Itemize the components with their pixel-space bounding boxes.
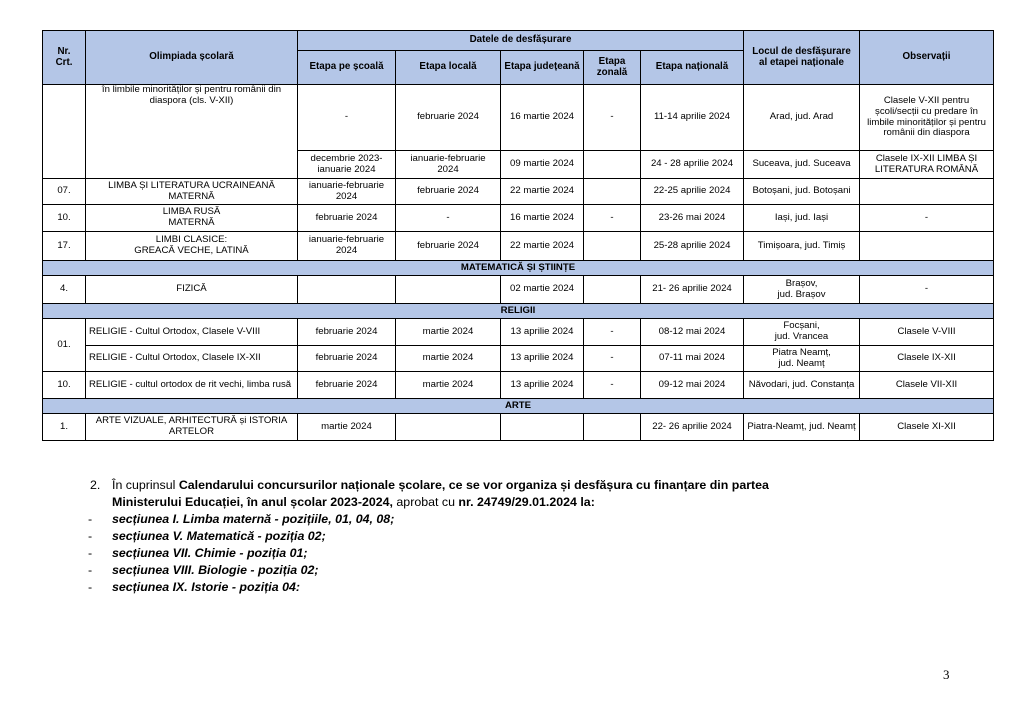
section-row-matematica [43, 261, 994, 276]
amendment-number: 2. [90, 478, 101, 492]
cell-judeteana: 22 martie 2024 [501, 232, 584, 261]
bullet-dash: - [88, 580, 93, 594]
cell-scoala: ianuarie-februarie 2024 [298, 179, 396, 205]
table-row [43, 346, 994, 372]
list-item [88, 528, 948, 545]
cell-olimpiada: ARTE VIZUALE, ARHITECTURĂ și ISTORIA ARTELOR [86, 414, 298, 441]
cell-olimpiada: FIZICĂ [86, 276, 298, 304]
cell-observatii: - [860, 205, 994, 232]
cell-zonala: - [584, 319, 641, 346]
list-item [88, 579, 948, 596]
cell-locul: Focșani, jud. Vrancea [744, 319, 860, 346]
list-item [88, 545, 948, 562]
cell-observatii: Clasele V-XII pentru școli/secții cu predare în limbile minorităților și pentru românii din diaspora [860, 85, 994, 151]
cell-zonala [584, 151, 641, 179]
cell-judeteana [501, 414, 584, 441]
cell-locul: Piatra-Neamț, jud. Neamț [744, 414, 860, 441]
cell-scoala [298, 276, 396, 304]
cell-scoala: februarie 2024 [298, 319, 396, 346]
cell-zonala: - [584, 205, 641, 232]
header-etapa-zonala: Etapa zonală [584, 51, 641, 85]
cell-locala: - [396, 205, 501, 232]
cell-observatii: Clasele IX-XII LIMBA ȘI LITERATURA ROMÂNĂ [860, 151, 994, 179]
olympiad-calendar-table [42, 30, 994, 441]
cell-observatii: - [860, 276, 994, 304]
cell-locul: Piatra Neamț, jud. Neamț [744, 346, 860, 372]
cell-nationala: 11-14 aprilie 2024 [641, 85, 744, 151]
header-etapa-nationala: Etapa națională [641, 51, 744, 85]
header-etapa-locala: Etapa locală [396, 51, 501, 85]
cell-nr: 1. [43, 414, 86, 441]
list-item-text: secțiunea IX. Istorie - poziția 04: [112, 580, 300, 594]
section-row-religii [43, 304, 994, 319]
cell-observatii [860, 179, 994, 205]
cell-scoala: ianuarie-februarie 2024 [298, 232, 396, 261]
cell-observatii: Clasele VII-XII [860, 372, 994, 399]
cell-zonala: - [584, 85, 641, 151]
cell-locala: februarie 2024 [396, 85, 501, 151]
cell-judeteana: 16 martie 2024 [501, 205, 584, 232]
cell-locala [396, 276, 501, 304]
cell-zonala [584, 232, 641, 261]
cell-nationala: 08-12 mai 2024 [641, 319, 744, 346]
cell-locala: martie 2024 [396, 319, 501, 346]
amendment-text [88, 477, 948, 596]
cell-nr: 10. [43, 205, 86, 232]
cell-judeteana: 22 martie 2024 [501, 179, 584, 205]
cell-nationala: 25-28 aprilie 2024 [641, 232, 744, 261]
bullet-dash: - [88, 563, 93, 577]
amendment-ministry: Ministerului Educației, în anul școlar 2023-2024, [112, 495, 393, 509]
section-title-matematica: MATEMATICĂ ȘI ȘTIINȚE [43, 261, 994, 276]
list-item-text: secțiunea I. Limba maternă - pozițiile, 01, 04, 08; [112, 512, 395, 526]
cell-scoala: decembrie 2023-ianuarie 2024 [298, 151, 396, 179]
cell-judeteana: 13 aprilie 2024 [501, 319, 584, 346]
cell-locul: Botoșani, jud. Botoșani [744, 179, 860, 205]
list-item-text: secțiunea VIII. Biologie - poziția 02; [112, 563, 319, 577]
cell-locala: februarie 2024 [396, 179, 501, 205]
cell-zonala [584, 179, 641, 205]
header-nr: Nr. Crt. [43, 31, 86, 85]
bullet-dash: - [88, 529, 93, 543]
table-row [43, 232, 994, 261]
cell-nationala: 09-12 mai 2024 [641, 372, 744, 399]
amendment-list [88, 511, 948, 596]
cell-nationala: 07-11 mai 2024 [641, 346, 744, 372]
cell-zonala: - [584, 372, 641, 399]
amendment-intro [88, 477, 948, 494]
cell-locul: Năvodari, jud. Constanța [744, 372, 860, 399]
header-observatii: Observații [860, 31, 994, 85]
table-row [43, 319, 994, 346]
cell-locul: Arad, jud. Arad [744, 85, 860, 151]
cell-scoala: februarie 2024 [298, 205, 396, 232]
cell-nr: 4. [43, 276, 86, 304]
bullet-dash: - [88, 512, 93, 526]
cell-scoala: martie 2024 [298, 414, 396, 441]
table-row [43, 276, 994, 304]
cell-nr: 17. [43, 232, 86, 261]
amendment-intro-bold: Calendarului concursurilor naționale școlare, ce se vor organiza și desfășura cu finanțare din partea [178, 478, 769, 492]
section-title-religii: RELIGII [43, 304, 994, 319]
cell-judeteana: 16 martie 2024 [501, 85, 584, 151]
table-row [43, 205, 994, 232]
header-etapa-scoala: Etapa pe școală [298, 51, 396, 85]
cell-olimpiada: în limbile minorităților și pentru românii din diaspora (cls. V-XII) [86, 85, 298, 179]
cell-zonala [584, 276, 641, 304]
cell-observatii: Clasele XI-XII [860, 414, 994, 441]
cell-nationala: 21- 26 aprilie 2024 [641, 276, 744, 304]
cell-observatii: Clasele IX-XII [860, 346, 994, 372]
header-olimpiada: Olimpiada școlară [86, 31, 298, 85]
cell-locala: martie 2024 [396, 346, 501, 372]
cell-nr: 10. [43, 372, 86, 399]
table-row [43, 179, 994, 205]
cell-locul: Timișoara, jud. Timiș [744, 232, 860, 261]
section-title-arte: ARTE [43, 399, 994, 414]
amendment-order-number: nr. 24749/29.01.2024 la: [458, 495, 595, 509]
list-item [88, 562, 948, 579]
page-number: 3 [943, 667, 950, 682]
cell-nr: 01. [43, 319, 86, 372]
cell-olimpiada: LIMBA RUSĂ MATERNĂ [86, 205, 298, 232]
cell-judeteana: 02 martie 2024 [501, 276, 584, 304]
list-item-text: secțiunea V. Matematică - poziția 02; [112, 529, 326, 543]
cell-locul: Suceava, jud. Suceava [744, 151, 860, 179]
cell-olimpiada: RELIGIE - cultul ortodox de rit vechi, limba rusă [86, 372, 298, 399]
cell-olimpiada: LIMBI CLASICE: GREACĂ VECHE, LATINĂ [86, 232, 298, 261]
cell-olimpiada: LIMBA ȘI LITERATURA UCRAINEANĂ MATERNĂ [86, 179, 298, 205]
cell-locala: februarie 2024 [396, 232, 501, 261]
cell-locala: ianuarie-februarie 2024 [396, 151, 501, 179]
cell-judeteana: 09 martie 2024 [501, 151, 584, 179]
cell-nr [43, 85, 86, 179]
amendment-intro-line2 [88, 494, 948, 511]
cell-scoala: februarie 2024 [298, 372, 396, 399]
cell-scoala: - [298, 85, 396, 151]
cell-nationala: 23-26 mai 2024 [641, 205, 744, 232]
section-row-arte [43, 399, 994, 414]
cell-nr: 07. [43, 179, 86, 205]
header-datele: Datele de desfășurare [298, 31, 744, 51]
bullet-dash: - [88, 546, 93, 560]
cell-nationala: 24 - 28 aprilie 2024 [641, 151, 744, 179]
cell-olimpiada: RELIGIE - Cultul Ortodox, Clasele V-VIII [86, 319, 298, 346]
cell-scoala: februarie 2024 [298, 346, 396, 372]
list-item [88, 511, 948, 528]
header-locul: Locul de desfășurare al etapei naționale [744, 31, 860, 85]
amendment-approved: aprobat cu [392, 495, 459, 509]
cell-locala [396, 414, 501, 441]
list-item-text: secțiunea VII. Chimie - poziția 01; [112, 546, 308, 560]
header-etapa-judeteana: Etapa județeană [501, 51, 584, 85]
cell-nationala: 22-25 aprilie 2024 [641, 179, 744, 205]
table-row [43, 85, 994, 151]
cell-locul: Iași, jud. Iași [744, 205, 860, 232]
cell-locul: Brașov, jud. Brașov [744, 276, 860, 304]
cell-observatii: Clasele V-VIII [860, 319, 994, 346]
cell-nationala: 22- 26 aprilie 2024 [641, 414, 744, 441]
cell-observatii [860, 232, 994, 261]
table-row [43, 372, 994, 399]
cell-locala: martie 2024 [396, 372, 501, 399]
cell-judeteana: 13 aprilie 2024 [501, 372, 584, 399]
cell-olimpiada: RELIGIE - Cultul Ortodox, Clasele IX-XII [86, 346, 298, 372]
cell-zonala: - [584, 346, 641, 372]
cell-zonala [584, 414, 641, 441]
amendment-intro-plain: În cuprinsul [112, 478, 179, 492]
cell-judeteana: 13 aprilie 2024 [501, 346, 584, 372]
table-row [43, 414, 994, 441]
